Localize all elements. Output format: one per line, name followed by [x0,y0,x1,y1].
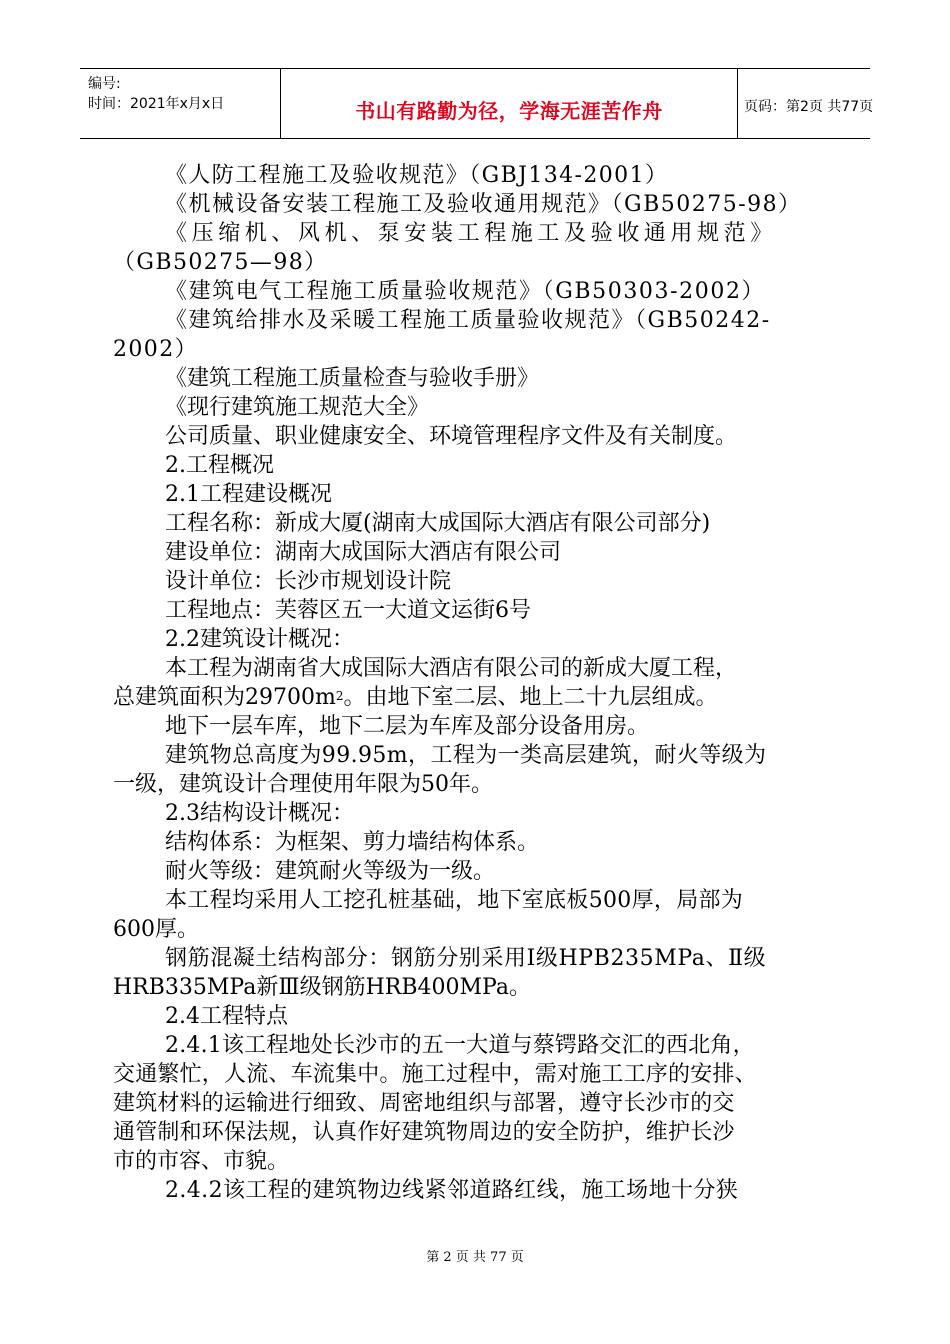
subsection-heading: 2.3结构设计概况： [165,801,354,826]
text-line: 《压缩机、风机、泵安装工程施工及验收通用规范》 [165,221,777,246]
text-line: 2.4.1该工程地处长沙市的五一大道与蔡锷路交汇的西北角， [165,1033,755,1058]
text-line: 《机械设备安装工程施工及验收通用规范》（GB50275-98） [165,192,802,217]
text-line: 本工程为湖南省大成国际大酒店有限公司的新成大厦工程， [165,656,738,681]
time-label: 时间：2021年x月x日 [88,96,225,112]
text-line: 交通繁忙，人流、车流集中。施工过程中，需对施工工序的安排、 [113,1062,757,1087]
text-line: 建筑物总高度为99.95m，工程为一类高层建筑，耐火等级为 [165,743,767,768]
area-text-rest: 。由地下室二层、地上二十九层组成。 [343,685,718,710]
text-line: 通管制和环保法规，认真作好建筑物周边的安全防护，维护长沙 [113,1120,735,1145]
text-line [113,684,718,712]
text-line: 钢筋混凝土结构部分：钢筋分别采用Ⅰ级HPB235MPa、Ⅱ级 [165,946,767,971]
subsection-heading: 2.4工程特点 [165,1004,288,1029]
text-line: 耐火等级：建筑耐火等级为一级。 [165,859,496,884]
text-line: HRB335MPa新Ⅲ级钢筋HRB400MPa。 [113,975,531,1000]
text-line: 600厚。 [113,917,199,942]
text-line: 《现行建筑施工规范大全》 [165,395,430,420]
text-line: 《建筑电气工程施工质量验收规范》（GB50303-2002） [165,279,766,304]
motto-text: 书山有路勤为径，学海无涯苦作舟 [355,99,663,123]
text-line: 设计单位：长沙市规划设计院 [165,569,452,594]
text-line: 工程名称：新成大厦(湖南大成国际大酒店有限公司部分) [165,511,711,536]
number-label: 编号: [88,76,121,92]
text-line: 《人防工程施工及验收规范》（GBJ134-2001） [165,163,669,188]
superscript: 2 [335,689,344,703]
page-number-label: 页码：第2页 共77页 [744,99,874,115]
text-line: 结构体系：为框架、剪力墙结构体系。 [165,830,540,855]
text-line: 工程地点：芙蓉区五一大道文运街6号 [165,598,531,623]
text-line: 地下一层车库，地下二层为车库及部分设备用房。 [165,714,650,739]
subsection-heading: 2.1工程建设概况 [165,482,332,507]
header-page-cell [736,69,874,138]
text-line: 一级，建筑设计合理使用年限为50年。 [113,772,493,797]
subsection-heading: 2.2建筑设计概况： [165,627,354,652]
header-info-cell [80,69,280,138]
text-line: 建设单位：湖南大成国际大酒店有限公司 [165,540,562,565]
text-line: 建筑材料的运输进行细致、周密地组织与部署，遵守长沙市的交 [113,1091,735,1116]
text-line: 2002） [113,337,198,362]
header-motto-cell [280,69,738,138]
text-line: （GB50275—98） [113,250,328,275]
section-heading: 2.工程概况 [165,453,274,478]
text-line: 市的市容、市貌。 [113,1149,290,1174]
text-line: 2.4.2该工程的建筑物边线紧邻道路红线，施工场地十分狭 [165,1178,739,1203]
area-text: 总建筑面积为29700m [113,685,336,710]
text-line: 《建筑给排水及采暖工程施工质量验收规范》（GB50242- [165,308,771,333]
page-footer: 第 2 页 共 77 页 [426,1250,524,1265]
text-line: 本工程均采用人工挖孔桩基础，地下室底板500厚，局部为 [165,888,744,913]
text-line: 《建筑工程施工质量检查与验收手册》 [165,366,540,391]
page-header [80,68,874,139]
text-line: 公司质量、职业健康安全、环境管理程序文件及有关制度。 [165,424,738,449]
